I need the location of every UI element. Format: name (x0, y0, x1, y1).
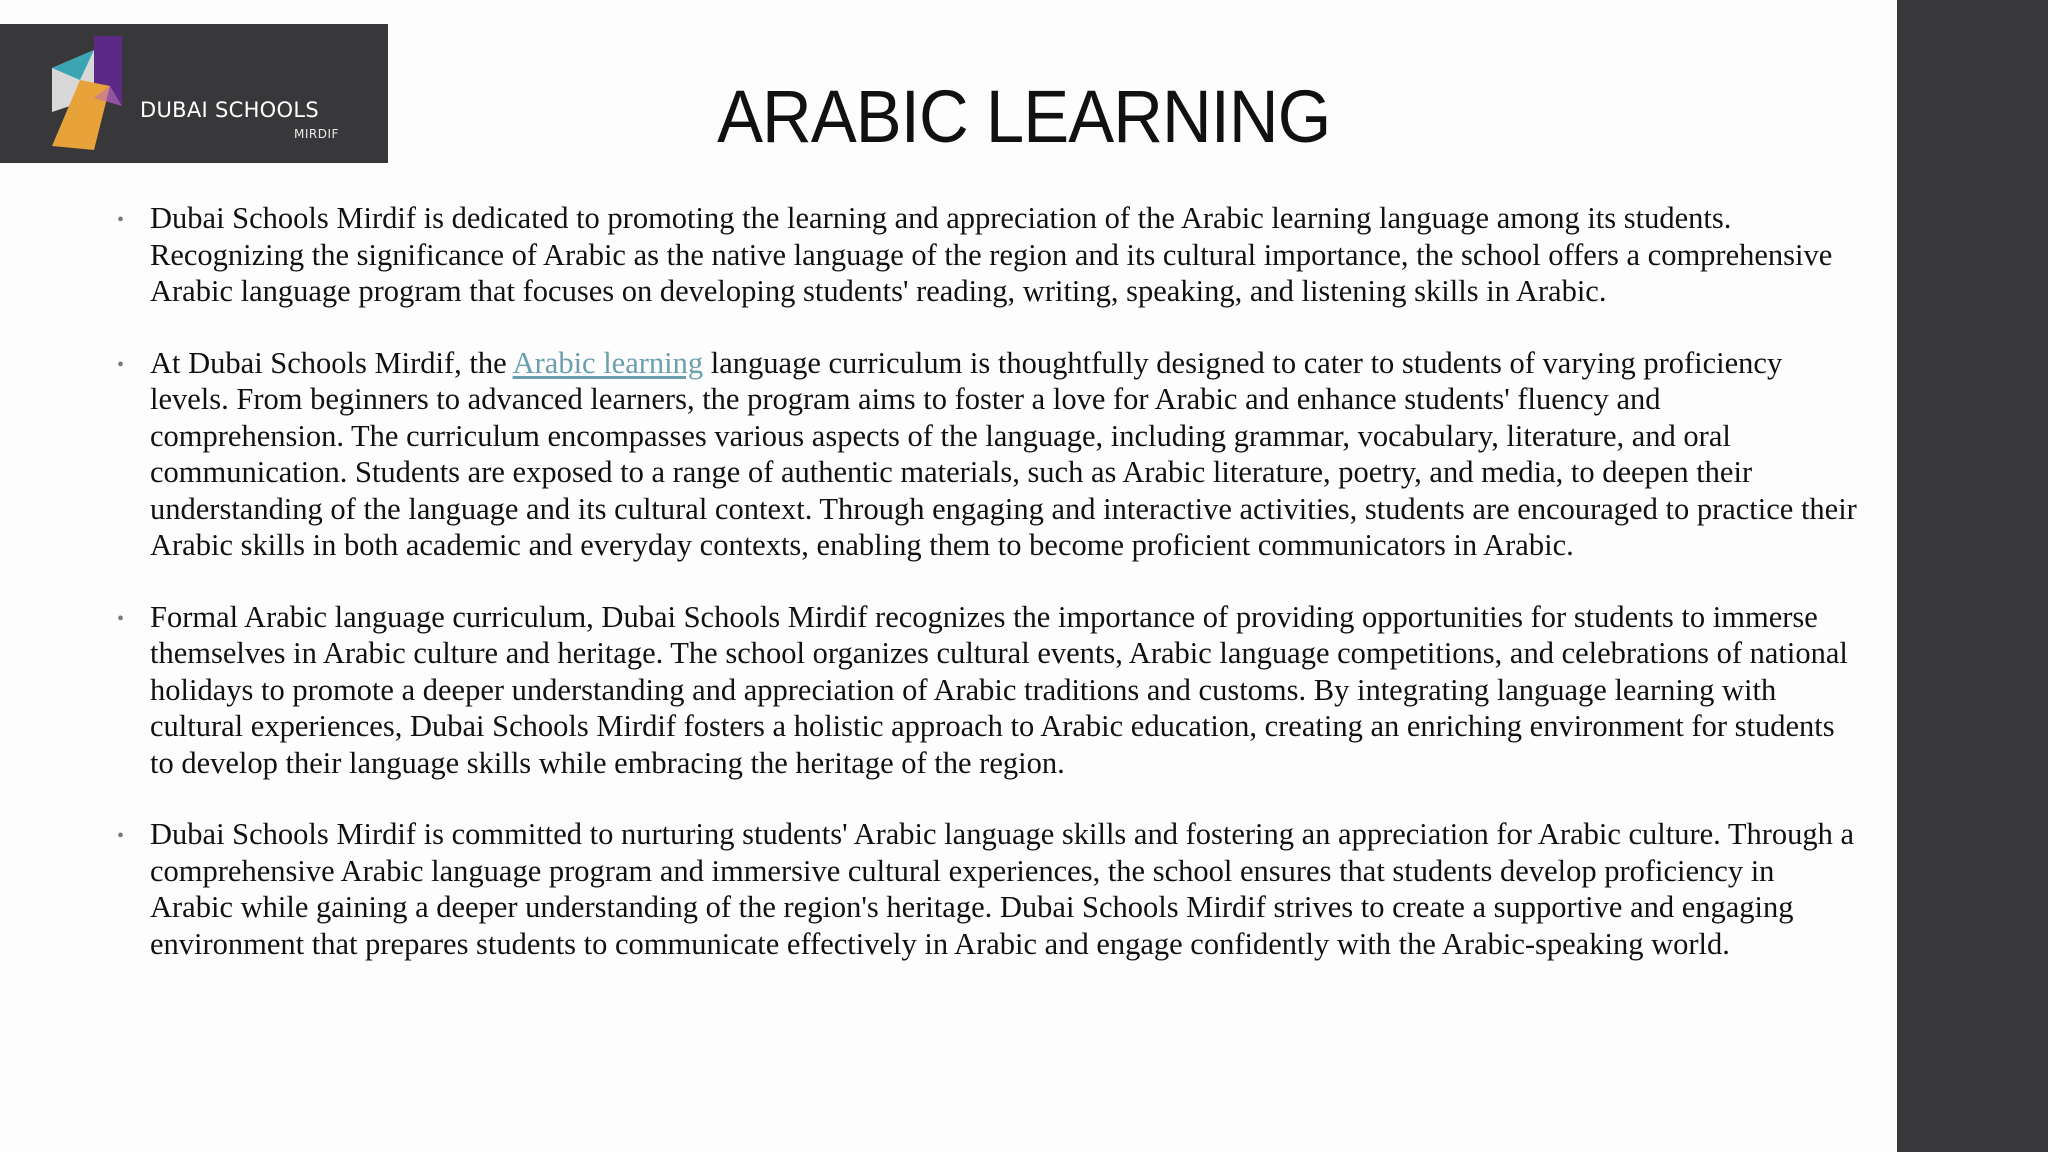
logo-school-subname: MIRDIF (294, 127, 339, 141)
bullet-dot-icon: • (117, 209, 125, 231)
bullet-text-before-link: At Dubai Schools Mirdif, the (150, 345, 513, 380)
bullet-text: Dubai Schools Mirdif is dedicated to promoting the learning and appreciation of the Arabic learning language among its students. Recognizing the significance of Arabic as the native language of the region and its cultural importance, the school offers a comprehensive Arabic language program that focuses on developing students' reading, writing, speaking, and listening skills in Arabic. (150, 201, 1833, 308)
bullet-list (117, 200, 1860, 997)
page-title (0, 75, 2048, 158)
arabic-learning-link[interactable]: Arabic learning (512, 345, 704, 380)
bullet-text: Formal Arabic language curriculum, Dubai Schools Mirdif recognizes the importance of providing opportunities for students to immerse themselves in Arabic culture and heritage. The school organizes cultural events, Arabic language competitions, and celebrations of national holidays to promote a deeper understanding and appreciation of Arabic traditions and customs. By integrating language learning with cultural experiences, Dubai Schools Mirdif fosters a holistic approach to Arabic education, creating an enriching environment for students to develop their language skills while embracing the heritage of the region. (150, 599, 1848, 780)
bullet-text-after-link: language curriculum is thoughtfully designed to cater to students of varying proficiency levels. From beginners to advanced learners, the program aims to foster a love for Arabic and enhance students' fluency and comprehension. The curriculum encompasses various aspects of the language, including grammar, vocabulary, literature, and oral communication. Students are exposed to a range of authentic materials, such as Arabic literature, poetry, and media, to deepen their understanding of the language and its cultural context. Through engaging and interactive activities, students are encouraged to practice their Arabic skills in both academic and everyday contexts, enabling them to become proficient communicators in Arabic. (150, 345, 1857, 562)
bullet-text: Dubai Schools Mirdif is committed to nurturing students' Arabic language skills and fostering an appreciation for Arabic culture. Through a comprehensive Arabic language program and immersive cultural experiences, the school ensures that students develop proficiency in Arabic while gaining a deeper understanding of the region's heritage. Dubai Schools Mirdif strives to create a supportive and engaging environment that prepares students to communicate effectively in Arabic and engage confidently with the Arabic-speaking world. (150, 817, 1855, 961)
page-title-text: ARABIC LEARNING (717, 75, 1331, 158)
bullet-item (117, 200, 1860, 310)
logo-school-name: DUBAI SCHOOLS (140, 98, 319, 122)
bullet-dot-icon: • (117, 825, 125, 847)
right-side-bar (1897, 0, 2048, 1152)
bullet-dot-icon: • (117, 353, 125, 376)
bullet-dot-icon: • (117, 607, 125, 630)
bullet-item (117, 599, 1860, 782)
bullet-item (117, 816, 1860, 962)
bullet-item (117, 345, 1860, 564)
